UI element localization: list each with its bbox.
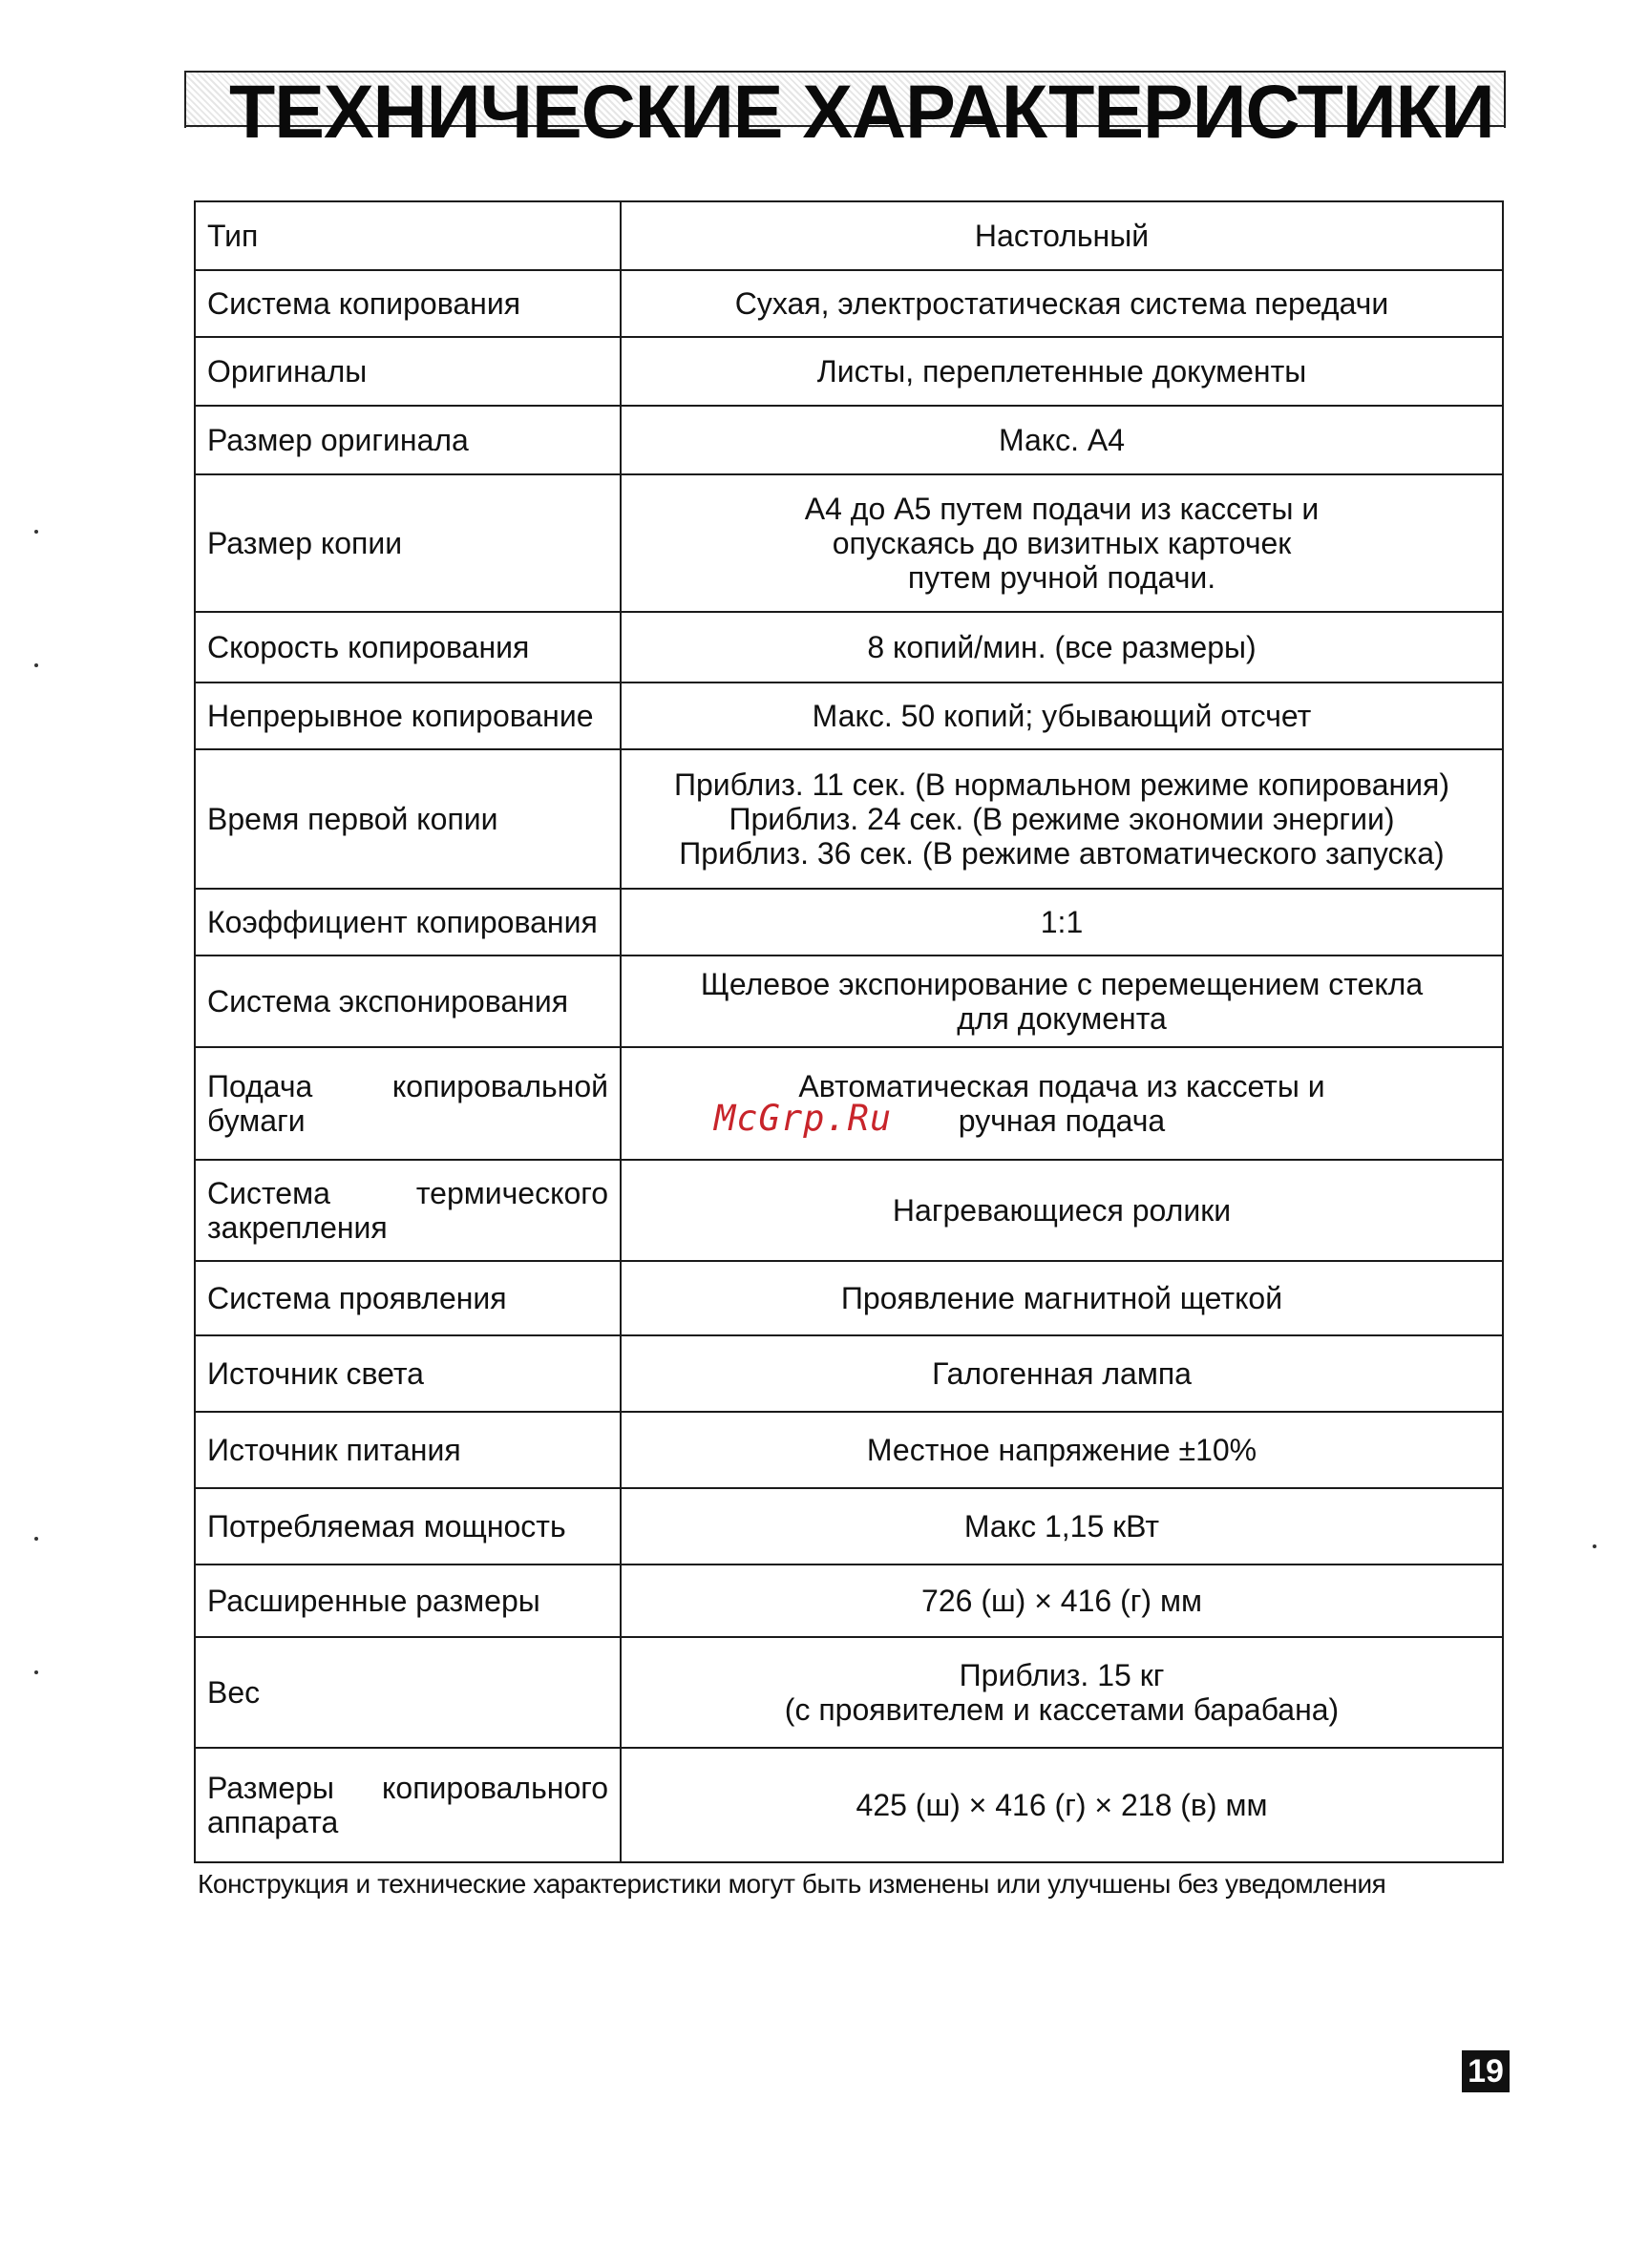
spec-label: Размеры копировального (207, 1771, 608, 1805)
spec-label: Система копирования (207, 286, 521, 321)
spec-value-cell (621, 1335, 1503, 1412)
spec-value: Листы, переплетенные документы (816, 354, 1307, 388)
spec-label: Непрерывное копирование (207, 699, 594, 733)
spec-label: Расширенные размеры (207, 1584, 540, 1618)
spec-label: Время первой копии (207, 802, 498, 836)
scan-speck (34, 1537, 38, 1541)
spec-value-cell (621, 889, 1503, 956)
spec-row (195, 1261, 1503, 1335)
spec-label: Размер копии (207, 526, 403, 560)
spec-label: Система проявления (207, 1281, 507, 1315)
spec-value-cell (621, 612, 1503, 682)
spec-label-cell (195, 1160, 621, 1261)
spec-value: Галогенная лампа (932, 1356, 1192, 1391)
spec-value: Приблиз. 15 кг (959, 1658, 1165, 1692)
spec-row (195, 889, 1503, 956)
spec-row (195, 1564, 1503, 1637)
spec-value-cell (621, 1564, 1503, 1637)
spec-label-cell (195, 1748, 621, 1862)
spec-row (195, 474, 1503, 612)
spec-label-cell (195, 749, 621, 889)
spec-label-cell (195, 1412, 621, 1488)
spec-label: Размер оригинала (207, 423, 469, 457)
spec-value-cell (621, 1488, 1503, 1564)
spec-label: Коэффициент копирования (207, 905, 598, 939)
spec-value: Макс 1,15 кВт (963, 1509, 1160, 1544)
spec-value: Макс. 50 копий; убывающий отсчет (812, 699, 1312, 733)
spec-value: Щелевое экспонирование с перемещением стекла (700, 967, 1424, 1001)
spec-label: Система термического (207, 1176, 608, 1210)
spec-label-cell (195, 956, 621, 1047)
spec-label-cell (195, 1564, 621, 1637)
spec-label: Подача копировальной (207, 1069, 608, 1103)
spec-label: Тип (207, 219, 259, 253)
spec-label: бумаги (207, 1103, 306, 1138)
spec-value: Сухая, электростатическая система передачи (734, 286, 1389, 321)
spec-value-cell (621, 270, 1503, 337)
scan-speck (1593, 1544, 1596, 1548)
spec-value-cell (621, 682, 1503, 749)
spec-row (195, 956, 1503, 1047)
spec-row (195, 1412, 1503, 1488)
spec-value-cell (621, 749, 1503, 889)
spec-value: 1:1 (1040, 905, 1084, 939)
spec-value: (с проявителем и кассетами барабана) (784, 1692, 1340, 1727)
spec-label-cell (195, 1335, 621, 1412)
watermark: McGrp.Ru (714, 1098, 893, 1139)
spec-value-cell (621, 1637, 1503, 1748)
spec-value: 425 (ш) × 416 (г) × 218 (в) мм (856, 1788, 1268, 1822)
spec-row (195, 270, 1503, 337)
scan-speck (34, 530, 38, 534)
spec-value: Приблиз. 24 сек. (В режиме экономии энергии) (729, 802, 1395, 836)
spec-label: Вес (207, 1675, 261, 1710)
spec-value-cell (621, 1412, 1503, 1488)
spec-label-cell (195, 337, 621, 406)
spec-value-cell (621, 406, 1503, 474)
spec-label-cell (195, 1261, 621, 1335)
spec-row (195, 612, 1503, 682)
spec-value: опускаясь до визитных карточек (832, 526, 1292, 560)
spec-value-cell (621, 1261, 1503, 1335)
scan-speck (34, 1670, 38, 1674)
spec-label-cell (195, 889, 621, 956)
spec-value-cell (621, 337, 1503, 406)
spec-row (195, 1488, 1503, 1564)
spec-label: закрепления (207, 1210, 388, 1245)
spec-label-cell (195, 682, 621, 749)
spec-table (194, 200, 1504, 1863)
spec-value: Нагревающиеся ролики (892, 1193, 1232, 1228)
spec-label: Источник питания (207, 1433, 461, 1467)
spec-value: для документа (957, 1001, 1167, 1036)
spec-row (195, 337, 1503, 406)
spec-row (195, 201, 1503, 270)
spec-label: аппарата (207, 1805, 339, 1839)
spec-row (195, 749, 1503, 889)
spec-row (195, 1335, 1503, 1412)
spec-value-cell (621, 474, 1503, 612)
spec-row (195, 682, 1503, 749)
spec-row (195, 1748, 1503, 1862)
spec-label: Источник света (207, 1356, 424, 1391)
page-number: 19 (1462, 2050, 1510, 2092)
spec-value: Автоматическая подача из кассеты и (798, 1069, 1325, 1103)
spec-row (195, 1637, 1503, 1748)
spec-label-cell (195, 1047, 621, 1160)
spec-label-cell (195, 612, 621, 682)
spec-label-cell (195, 1488, 621, 1564)
spec-label-cell (195, 201, 621, 270)
spec-value-cell (621, 1748, 1503, 1862)
spec-label: Скорость копирования (207, 630, 530, 664)
spec-value: Приблиз. 11 сек. (В нормальном режиме копирования) (673, 767, 1450, 802)
spec-value-cell (621, 956, 1503, 1047)
spec-label-cell (195, 474, 621, 612)
spec-label: Потребляемая мощность (207, 1509, 566, 1544)
spec-label: Система экспонирования (207, 984, 569, 1018)
spec-value: Настольный (974, 219, 1150, 253)
spec-row (195, 1160, 1503, 1261)
spec-value-cell (621, 201, 1503, 270)
spec-label-cell (195, 1637, 621, 1748)
spec-value: Проявление магнитной щеткой (840, 1281, 1283, 1315)
spec-value: Приблиз. 36 сек. (В режиме автоматического запуска) (679, 836, 1445, 871)
scan-speck (34, 663, 38, 667)
spec-value: 726 (ш) × 416 (г) мм (921, 1584, 1202, 1618)
page-title: ТЕХНИЧЕСКИЕ ХАРАКТЕРИСТИКИ (229, 69, 1494, 154)
footnote: Конструкция и технические характеристики могут быть изменены или улучшены без уведомления (198, 1869, 1386, 1899)
spec-label-cell (195, 270, 621, 337)
spec-value: А4 до А5 путем подачи из кассеты и (804, 492, 1320, 526)
spec-value: Местное напряжение ±10% (866, 1433, 1257, 1467)
spec-value: ручная подача (958, 1103, 1166, 1138)
spec-value-cell (621, 1160, 1503, 1261)
spec-label: Оригиналы (207, 354, 368, 388)
spec-value: 8 копий/мин. (все размеры) (867, 630, 1257, 664)
spec-label-cell (195, 406, 621, 474)
spec-value: путем ручной подачи. (907, 560, 1216, 595)
spec-value: Макс. А4 (998, 423, 1126, 457)
spec-row (195, 406, 1503, 474)
